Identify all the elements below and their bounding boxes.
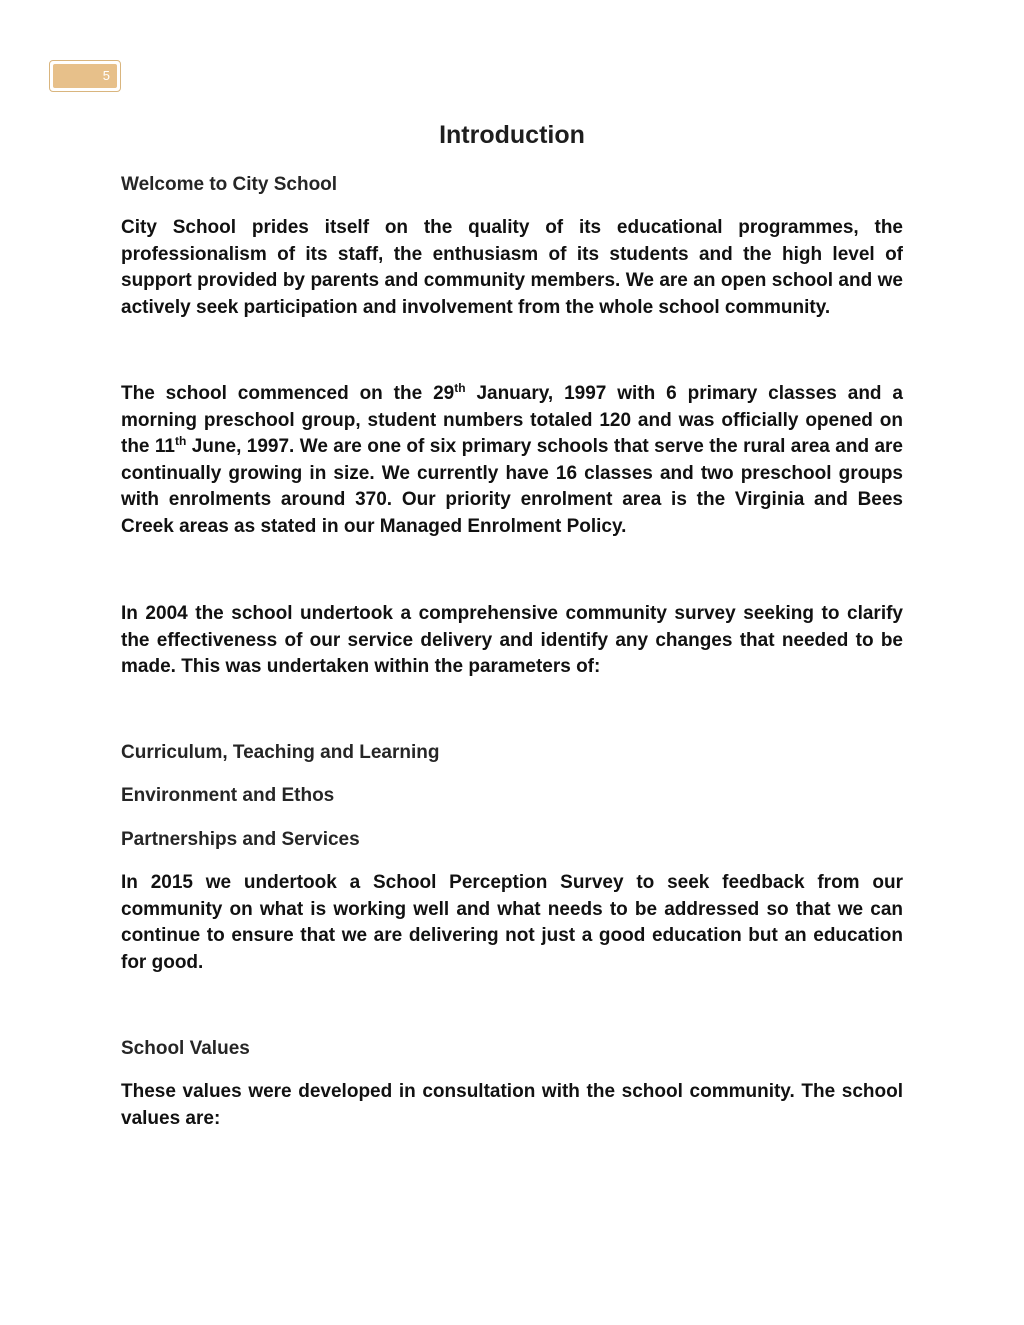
parameter-item: Partnerships and Services bbox=[121, 829, 360, 850]
welcome-heading: Welcome to City School bbox=[121, 174, 338, 195]
history-text-part3: June, 1997. We are one of six primary schools that serve the rural area and are continually growing in size. We currently have 16 classes and two preschool groups with enrolments around 370. Our priority enrolment area is the Virginia and Bees Creek areas as stated in our Managed Enrolment Policy. bbox=[121, 436, 903, 537]
page-number: 5 bbox=[53, 64, 117, 88]
parameter-item: Environment and Ethos bbox=[121, 785, 335, 806]
intro-paragraph: City School prides itself on the quality of its educational programmes, the professionalism of its staff, the enthusiasm of its students and the high level of support provided by parents and community members. We are an open school and we actively seek participation and involvement from the whole school community. bbox=[121, 217, 903, 318]
superscript-th: th bbox=[175, 434, 187, 448]
superscript-th: th bbox=[454, 381, 466, 395]
history-text-part1: The school commenced on the 29 bbox=[121, 383, 455, 404]
perception-survey-paragraph: In 2015 we undertook a School Perception Survey to seek feedback from our community on what is working well and what needs to be addressed so that we can continue to ensure that we are delivering not just a good education but an education for good. bbox=[121, 872, 903, 973]
page-number-badge bbox=[49, 60, 121, 92]
page-title: Introduction bbox=[439, 121, 585, 149]
values-heading: School Values bbox=[121, 1038, 250, 1059]
survey-paragraph: In 2004 the school undertook a comprehensive community survey seeking to clarify the effectiveness of our service delivery and identify any changes that needed to be made. This was undertaken within the parameters of: bbox=[121, 603, 903, 677]
values-paragraph: These values were developed in consultation with the school community. The school values are: bbox=[121, 1081, 903, 1129]
history-text-part2: January, 1997 with 6 primary classes and a morning preschool group, student numbers totaled 120 and was officially opened on the 11 bbox=[121, 383, 904, 457]
history-paragraph bbox=[121, 381, 903, 540]
parameter-item: Curriculum, Teaching and Learning bbox=[121, 742, 440, 763]
